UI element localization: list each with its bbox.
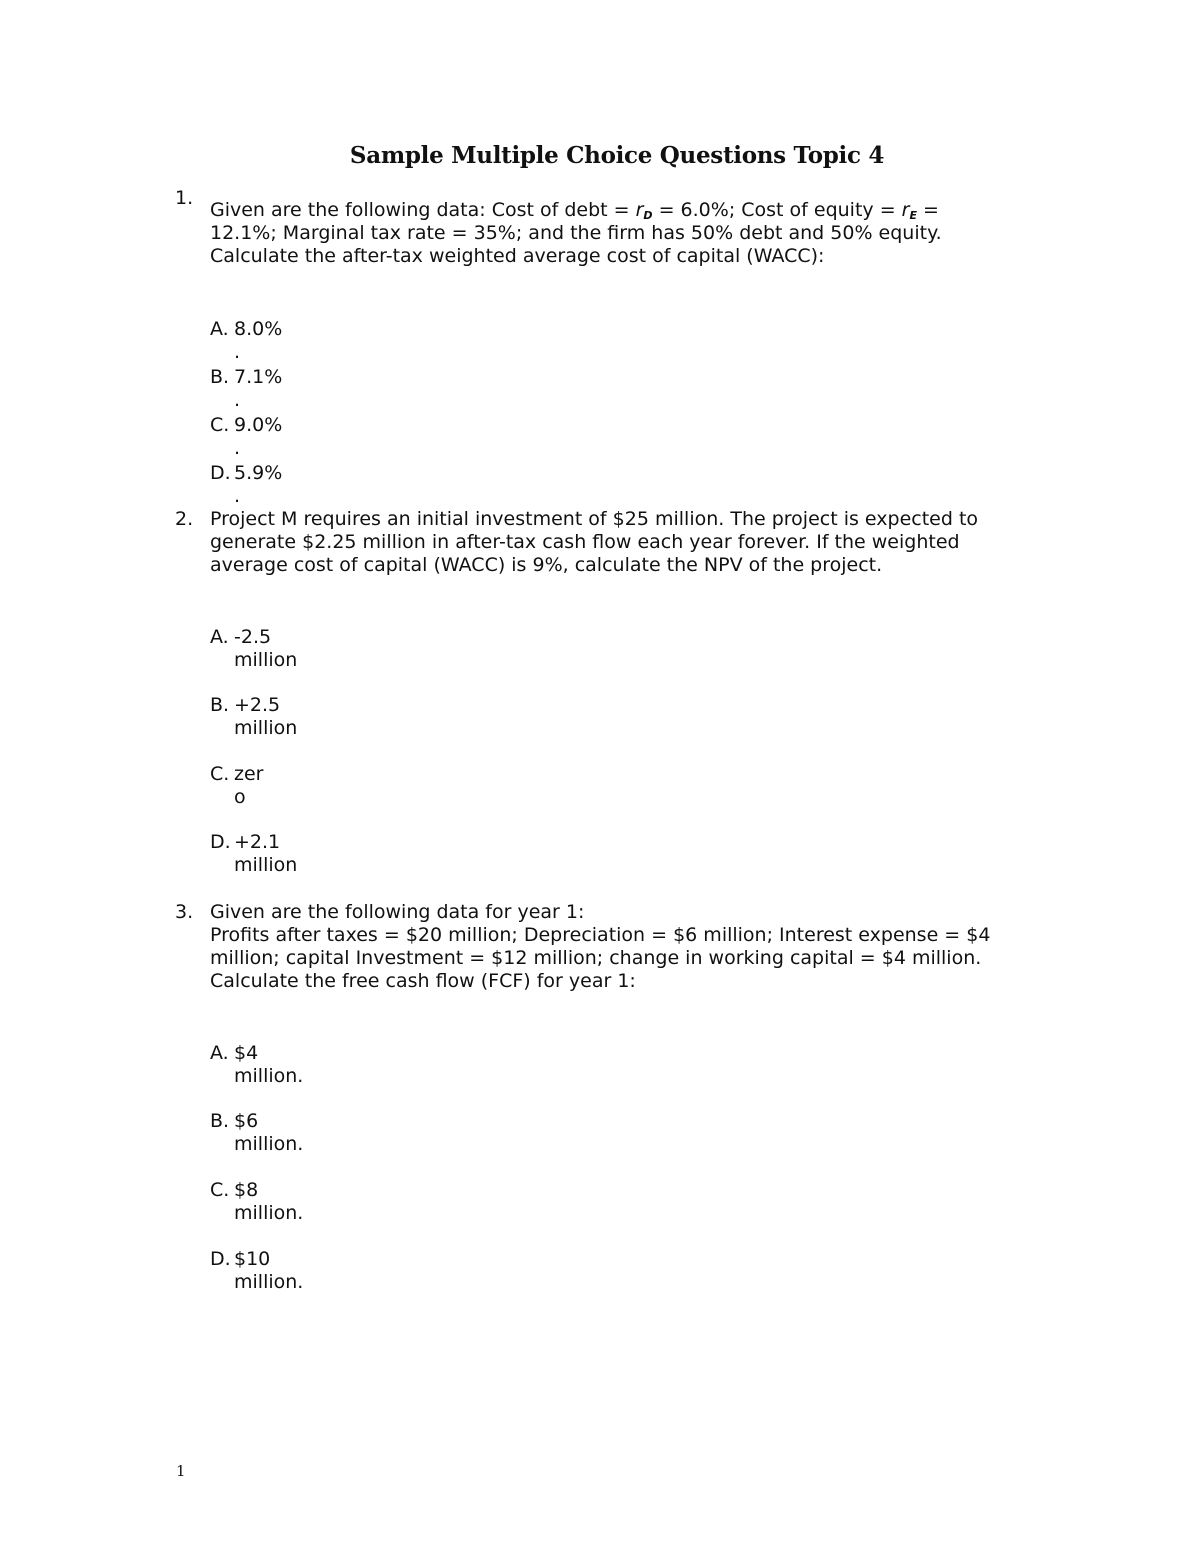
option-text-continued: million. <box>234 1065 304 1087</box>
question-number: 3. <box>175 901 194 923</box>
option-text-continued: . <box>234 437 241 459</box>
option-text-continued: million. <box>234 1133 304 1155</box>
option-text-continued: million <box>234 854 298 876</box>
question-text-part: = 6.0%; Cost of equity = <box>652 199 902 221</box>
option-text-continued: . <box>234 341 241 363</box>
page-title: Sample Multiple Choice Questions Topic 4 <box>349 142 885 169</box>
option-text: 7.1% <box>234 366 283 388</box>
option-text-continued: o <box>234 786 246 808</box>
answer-option[interactable] <box>210 694 297 740</box>
question-text <box>210 199 1030 268</box>
option-text: zer <box>234 763 264 785</box>
question-number: 2. <box>175 508 194 530</box>
answer-option[interactable] <box>210 1248 303 1294</box>
option-letter: B. <box>210 1110 230 1132</box>
question-number: 1. <box>175 187 194 209</box>
option-text-continued: . <box>234 485 241 507</box>
option-text: $8 <box>234 1179 259 1201</box>
answer-option[interactable] <box>210 1179 303 1225</box>
option-text: 8.0% <box>234 318 283 340</box>
question-text: Project M requires an initial investment of $25 million. The project is expected to generate $2.25 million in after-tax cash flow each year forever. If the weighted average cost of capital (WACC) is 9%, calculate the NPV of the project. <box>210 508 979 576</box>
subscript-e: E <box>909 209 917 222</box>
variable-r: r <box>901 199 910 221</box>
answer-option[interactable] <box>210 1110 303 1156</box>
question-text-part: = 12.1%; Marginal tax rate = 35%; and the firm has 50% debt and 50% equity. Calculate the after-tax weighted average cost of capital (WACC): <box>210 199 942 267</box>
option-text-continued: million. <box>234 1202 304 1224</box>
option-text: 5.9% <box>234 462 283 484</box>
variable-r: r <box>635 199 644 221</box>
option-text-continued: . <box>234 389 241 411</box>
option-text: 9.0% <box>234 414 283 436</box>
answer-option[interactable] <box>210 366 282 412</box>
option-letter: A. <box>210 1042 229 1064</box>
option-letter: C. <box>210 414 230 436</box>
option-letter: C. <box>210 763 230 785</box>
answer-option[interactable] <box>210 1042 303 1088</box>
option-text-continued: million <box>234 649 298 671</box>
option-text: +2.5 <box>234 694 281 716</box>
answer-option[interactable] <box>210 318 282 364</box>
option-letter: A. <box>210 626 229 648</box>
option-text: $4 <box>234 1042 259 1064</box>
option-letter: C. <box>210 1179 230 1201</box>
option-letter: A. <box>210 318 229 340</box>
answer-option[interactable] <box>210 763 263 809</box>
answer-option[interactable] <box>210 831 297 877</box>
option-letter: B. <box>210 366 230 388</box>
question-text: Given are the following data for year 1: Profits after taxes = $20 million; Depreciation = $6 million; Interest expense = $4 million; capital Investment = $12 million; change in working capital = $4 million. Calculate the free cash flow (FCF) for year 1: <box>210 901 991 992</box>
subscript-d: D <box>643 209 653 222</box>
option-text-continued: million <box>234 717 298 739</box>
answer-option[interactable] <box>210 626 297 672</box>
option-letter: D. <box>210 462 231 484</box>
option-text: +2.1 <box>234 831 281 853</box>
answer-option[interactable] <box>210 462 282 508</box>
option-text: -2.5 <box>234 626 272 648</box>
question-text-part: Given are the following data: Cost of debt = <box>210 199 636 221</box>
option-text-continued: million. <box>234 1271 304 1293</box>
page-number: 1 <box>176 1462 186 1480</box>
answer-option[interactable] <box>210 414 282 460</box>
option-letter: D. <box>210 831 231 853</box>
option-letter: B. <box>210 694 230 716</box>
option-text: $10 <box>234 1248 271 1270</box>
option-text: $6 <box>234 1110 259 1132</box>
option-letter: D. <box>210 1248 231 1270</box>
